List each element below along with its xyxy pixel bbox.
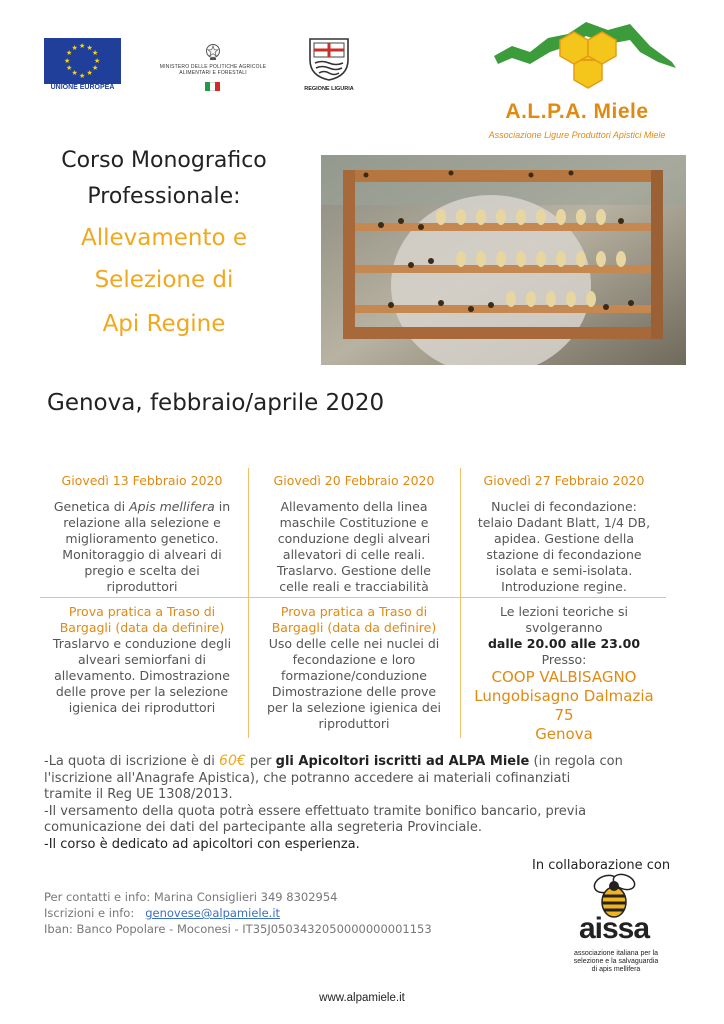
note-line: -Il corso è dedicato ad apicoltori con esperienza. xyxy=(44,836,360,852)
eu-label: UNIONE EUROPEA xyxy=(50,84,115,91)
email-link[interactable]: genovese@alpamiele.it xyxy=(145,906,281,920)
course-title-line2: Professionale: xyxy=(87,184,241,209)
venue-presso: Presso: xyxy=(541,652,587,667)
eu-star-icon: ★ xyxy=(79,41,86,50)
practical-heading: Bargagli (data da definire) xyxy=(271,620,437,635)
eu-star-icon: ★ xyxy=(86,69,93,78)
aissa-logo-text: aissa xyxy=(578,912,650,945)
note-line: tramite il Reg UE 1308/2013. xyxy=(44,787,233,802)
practical-desc-line: formazione/conduzione xyxy=(281,668,427,683)
table-divider xyxy=(40,597,666,598)
practical-desc-line: per la selezione igienica dei xyxy=(266,700,442,715)
eu-star-icon: ★ xyxy=(91,64,99,72)
table-divider xyxy=(248,468,249,738)
fee-price: 60€ xyxy=(219,753,246,769)
practical-desc-line: allevamento. Dimostrazione xyxy=(54,668,230,683)
venue-cell xyxy=(466,604,662,744)
queen-cells-frame-photo xyxy=(321,155,686,365)
practical-desc-line: riproduttori xyxy=(318,716,390,731)
alpa-subtitle: Associazione Ligure Produttori Apistici Miele xyxy=(488,130,666,140)
practical-desc-line: Dimostrazione delle prove xyxy=(271,684,437,699)
lesson-desc-line: telaio Dadant Blatt, 1/4 DB, xyxy=(477,515,651,530)
eu-star-icon: ★ xyxy=(79,71,86,80)
website-url[interactable]: www.alpamiele.it xyxy=(319,992,405,1004)
note-line: -Il versamento della quota potrà essere effettuato tramite bonifico bancario, previa xyxy=(44,803,587,819)
practical-desc-line: delle prove per la selezione xyxy=(55,684,229,699)
practical-desc-line: alveari semiorfani di xyxy=(78,652,206,667)
lesson-desc-line: riproduttori xyxy=(106,579,178,594)
lesson-desc-line: allevatori di celle reali. xyxy=(282,547,426,562)
course-notes xyxy=(44,753,684,853)
lesson-desc-line: pregio e scelta dei xyxy=(84,563,200,578)
practical-desc-line: Traslarvo e conduzione degli xyxy=(52,636,232,651)
lesson-desc-line: apidea. Gestione della xyxy=(493,531,635,546)
lesson-desc-line: relazione alla selezione e xyxy=(63,515,221,530)
practical-heading: Bargagli (data da definire) xyxy=(59,620,225,635)
eu-star-icon: ★ xyxy=(94,56,101,65)
venue-city: Genova xyxy=(535,725,593,743)
italian-flag xyxy=(205,82,220,91)
regione-liguria-shield-icon xyxy=(306,36,352,82)
ministry-label: MINISTERO DELLE POLITICHE AGRICOLE ALIMENTARI E FORESTALI xyxy=(159,64,267,76)
eu-star-icon: ★ xyxy=(66,49,73,57)
practical-heading: Prova pratica a Traso di xyxy=(280,604,428,619)
lesson-desc-line: stazione di fecondazione xyxy=(486,547,642,562)
lesson-desc-line: Traslarvo. Gestione delle xyxy=(277,563,431,578)
contact-email-line: Iscrizioni e info: genovese@alpamiele.it xyxy=(44,906,281,920)
collaboration-label: In collaborazione con xyxy=(532,858,671,873)
lesson-date: Giovedì 13 Febbraio 2020 xyxy=(61,473,223,488)
eu-star-icon: ★ xyxy=(64,56,71,65)
lesson-time: dalle 20.00 alle 23.00 xyxy=(487,636,641,651)
practical-cell-2 xyxy=(254,604,454,732)
lesson-desc-line: celle reali e tracciabilità xyxy=(279,579,429,594)
lesson-cell-3 xyxy=(466,473,662,595)
aissa-tagline: associazione italiana per la selezione e la salvaguardia di apis mellifera xyxy=(573,950,659,973)
venue-info: Le lezioni teoriche si xyxy=(500,604,628,619)
lesson-cell-2 xyxy=(254,473,454,595)
course-subject-line2: Selezione di xyxy=(94,267,234,293)
lesson-desc-line: maschile Costituzione e xyxy=(279,515,429,530)
eu-star-icon: ★ xyxy=(71,43,78,52)
eu-star-icon: ★ xyxy=(71,69,78,78)
lesson-desc-line: Monitoraggio di alveari di xyxy=(62,547,222,562)
course-subject-line3: Api Regine xyxy=(102,311,226,337)
practical-cell-1 xyxy=(42,604,242,716)
contact-iban-line: Iban: Banco Popolare - Moconesi - IT35J0503432050000000001153 xyxy=(44,922,432,936)
practical-heading: Prova pratica a Traso di xyxy=(68,604,216,619)
lesson-desc-line: Genetica di Apis mellifera in xyxy=(53,499,231,514)
contact-phone-line: Per contatti e info: Marina Consiglieri 349 8302954 xyxy=(44,890,338,904)
venue-name: COOP VALBISAGNO xyxy=(491,668,637,686)
venue-address: Lungobisagno Dalmazia 75 xyxy=(474,687,654,724)
eu-flag xyxy=(44,38,121,84)
lesson-desc-line: isolata e semi-isolata. xyxy=(495,563,633,578)
note-fee-line: -La quota di iscrizione è di 60€ per gli Apicoltori iscritti ad ALPA Miele (in regola con xyxy=(44,753,623,769)
practical-desc-line: igienica dei riproduttori xyxy=(68,700,216,715)
course-subject-line1: Allevamento e xyxy=(80,225,248,251)
alpa-honeycomb-logo-icon xyxy=(490,16,680,96)
course-title-line1: Corso Monografico xyxy=(61,148,267,173)
lesson-desc-line: conduzione degli alveari xyxy=(277,531,431,546)
practical-desc-line: Uso delle celle nei nuclei di xyxy=(268,636,440,651)
contacts xyxy=(44,889,432,937)
lesson-desc-line: Nuclei di fecondazione: xyxy=(491,499,637,514)
lesson-date: Giovedì 20 Febbraio 2020 xyxy=(273,473,435,488)
lesson-desc-line: Allevamento della linea xyxy=(280,499,428,514)
alpa-title: A.L.P.A. Miele xyxy=(505,100,649,123)
lesson-date: Giovedì 27 Febbraio 2020 xyxy=(483,473,645,488)
italian-emblem-icon xyxy=(205,42,221,62)
city-date: Genova, febbraio/aprile 2020 xyxy=(47,390,385,416)
eu-star-icon: ★ xyxy=(86,43,93,52)
eu-star-icon: ★ xyxy=(91,49,99,57)
table-divider xyxy=(460,468,461,738)
note-line: comunicazione dei dati del partecipante alla segreteria Provinciale. xyxy=(44,820,483,835)
lesson-desc-line: miglioramento genetico. xyxy=(65,531,219,546)
note-line: l'iscrizione all'Anagrafe Apistica), che potranno accedere ai materiali cofinanziati xyxy=(44,770,571,786)
eu-star-icon: ★ xyxy=(66,64,73,72)
practical-desc-line: fecondazione e loro xyxy=(292,652,416,667)
lesson-cell-1 xyxy=(42,473,242,595)
venue-info: svolgeranno xyxy=(525,620,603,635)
region-label: REGIONE LIGURIA xyxy=(304,86,354,92)
lesson-desc-line: Introduzione regine. xyxy=(501,579,627,594)
